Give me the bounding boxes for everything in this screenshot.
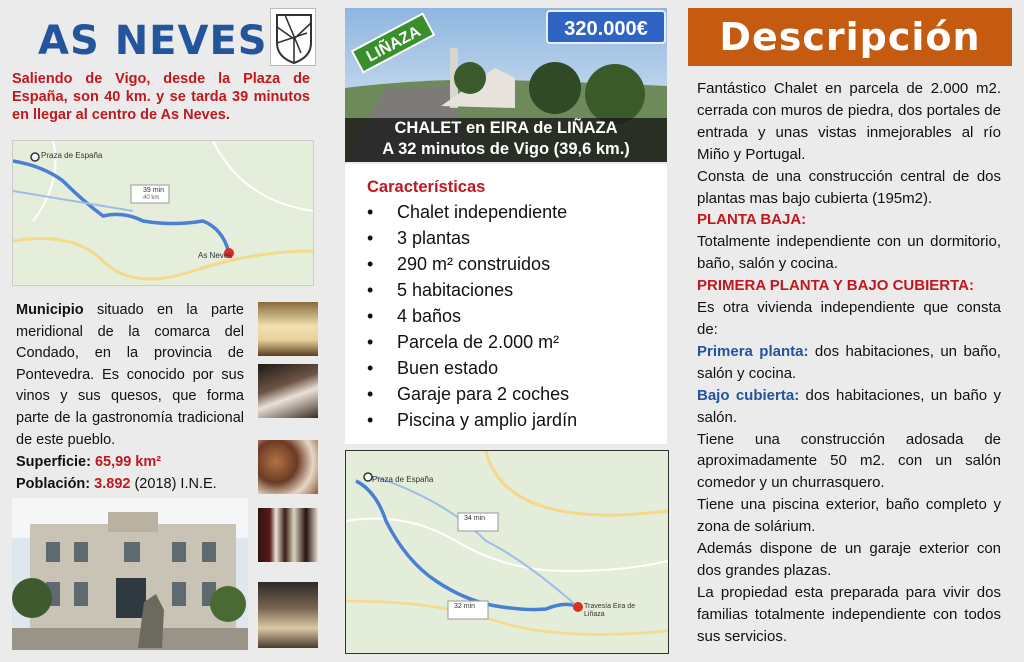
feature-item: • 3 plantas: [367, 225, 667, 251]
property-headline: [345, 118, 667, 162]
desc-paragraph: Fantástico Chalet en parcela de 2.000 m2. cerrada con muros de piedra, dos portales de entrada y unas vistas inmejorables al río Miño y Portugal.: [697, 80, 1001, 163]
tapas-photo: [258, 440, 318, 494]
map-destination-label: As Neves: [198, 251, 233, 260]
bajo-label: Bajo cubierta:: [697, 386, 800, 404]
dessert-photo: [258, 364, 318, 418]
feature-item: • Garaje para 2 coches: [367, 381, 667, 407]
location-tag: LIÑAZA: [351, 12, 436, 73]
desc-paragraph-bajo: [697, 385, 1001, 429]
description-body: [697, 78, 1001, 648]
desc-paragraph: Tiene una piscina exterior, baño completo y zona de solárium.: [697, 496, 1001, 536]
feature-item: • 5 habitaciones: [367, 277, 667, 303]
coat-of-arms-icon: [270, 8, 316, 66]
map-time2-label: 32 min: [454, 603, 476, 610]
intro-text: Saliendo de Vigo, desde la Plaza de España, son 40 km. y se tarda 39 minutos en llegar al centro de As Neves.: [12, 71, 310, 123]
primera-label: Primera planta:: [697, 342, 809, 360]
poblacion-extra: (2018) I.N.E.: [130, 476, 217, 492]
headline-title: CHALET en EIRA de LIÑAZA: [394, 119, 618, 137]
description-header: Descripción: [688, 8, 1012, 66]
municipio-label: Municipio: [16, 302, 84, 318]
desc-paragraph: Tiene una construcción adosada de aproximadamente 50 m2. con un salón comedor y un churrasquero.: [697, 430, 1001, 492]
feature-item: • Buen estado: [367, 355, 667, 381]
town-title: AS NEVES: [38, 18, 268, 64]
headline-subtitle: A 32 minutos de Vigo (39,6 km.): [382, 140, 630, 158]
municipio-description: [16, 300, 244, 451]
feature-item: • 290 m² construidos: [367, 251, 667, 277]
wine-bottles-photo: [258, 508, 318, 562]
section-heading-planta-baja: PLANTA BAJA:: [697, 211, 807, 229]
primera-text: dos habitaciones, un baño, salón y cocina.: [697, 342, 1001, 382]
features-list: [367, 199, 667, 433]
desc-paragraph: Además dispone de un garaje exterior con dos grandes plazas.: [697, 540, 1001, 579]
poblacion-value: 3.892: [94, 476, 131, 492]
superficie-label: Superficie:: [16, 454, 91, 470]
map-destination-label: Travesía Eira de Liñaza: [584, 603, 636, 618]
map-time1-label: 34 min: [464, 515, 486, 522]
section-heading-primera-planta: PRIMERA PLANTA Y BAJO CUBIERTA:: [697, 277, 974, 295]
feature-item: • Piscina y amplio jardín: [367, 407, 667, 433]
feature-item: • Chalet independiente: [367, 199, 667, 225]
route-map-as-neves[interactable]: [12, 140, 314, 286]
desc-paragraph: Es otra vivienda independiente que consta de:: [697, 299, 1001, 338]
cheese-board-photo: [258, 582, 318, 648]
desc-paragraph: Totalmente independiente con un dormitorio, baño, salón y cocina.: [697, 233, 1001, 273]
desc-paragraph-primera: [697, 341, 1001, 385]
desc-paragraph: Consta de una construcción central de dos plantas mas bajo cubierta (195m2).: [697, 167, 1001, 207]
desc-paragraph: La propiedad esta preparada para vivir dos familias totalmente independiente con todos sus servicios.: [697, 583, 1001, 645]
map-dist-label: 40 km: [143, 195, 160, 201]
price-badge: 320.000€: [546, 10, 666, 44]
features-panel: [345, 164, 667, 444]
map-origin-label: Praza de España: [372, 475, 434, 484]
map-time-label: 39 min: [143, 187, 165, 194]
municipio-text: situado en la parte meridional de la comarca del Condado, en la provincia de Pontevedra. Es conocido por sus vinos y sus quesos, que forma parte de la gastronomía tradicional de este pueblo.: [16, 302, 244, 448]
bajo-text: dos habitaciones, un baño y salón.: [697, 386, 1001, 426]
map-origin-label: Praza de España: [41, 151, 103, 160]
route-map-linaza[interactable]: [345, 450, 669, 654]
features-title: Características: [367, 178, 486, 196]
poblacion-stat: [16, 476, 217, 492]
town-hall-photo: [12, 498, 248, 650]
poblacion-label: Población:: [16, 476, 91, 492]
feature-item: • 4 baños: [367, 303, 667, 329]
superficie-stat: [16, 454, 161, 470]
cheese-photo: [258, 302, 318, 356]
superficie-value: 65,99 km²: [94, 454, 162, 470]
feature-item: • Parcela de 2.000 m²: [367, 329, 667, 355]
